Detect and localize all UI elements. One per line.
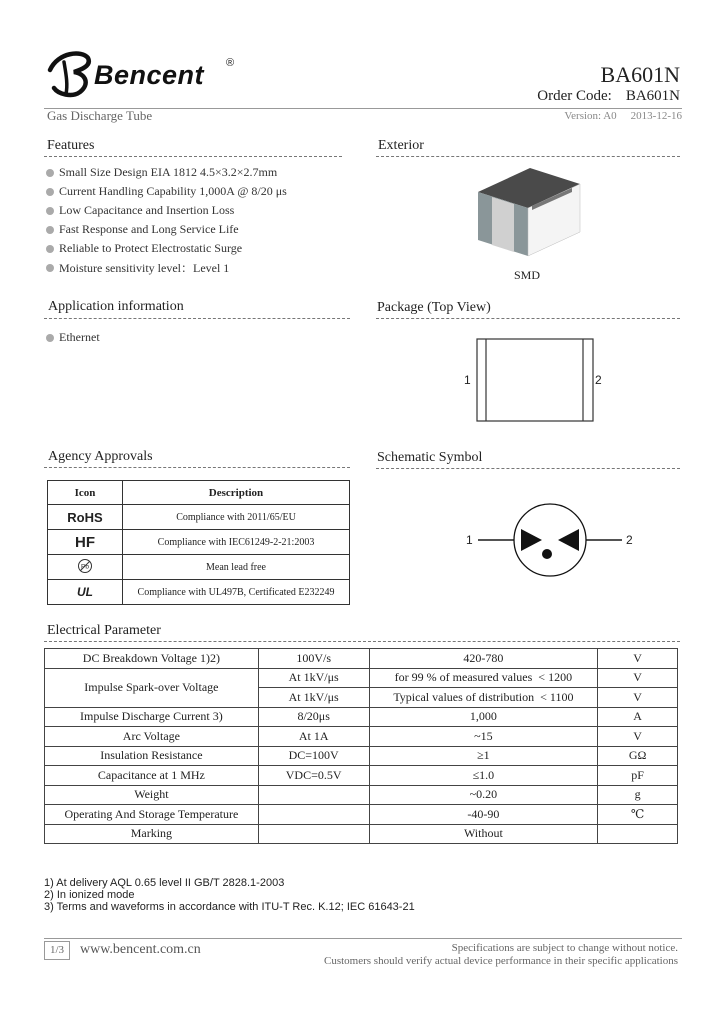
agency-rule bbox=[44, 467, 350, 468]
table-row bbox=[45, 766, 678, 786]
application-item: Ethernet bbox=[46, 328, 100, 347]
version-info bbox=[564, 110, 682, 122]
features-title: Features bbox=[47, 138, 95, 153]
feature-item: Low Capacitance and Insertion Loss bbox=[46, 201, 287, 220]
package-pin1-label: 1 bbox=[464, 373, 471, 387]
param-cell: Arc Voltage bbox=[45, 727, 259, 747]
table-row bbox=[45, 668, 678, 688]
table-row bbox=[45, 727, 678, 747]
param-cell: DC Breakdown Voltage 1)2) bbox=[45, 649, 259, 669]
value-cell: for 99 % of measured values < 1200 bbox=[369, 668, 598, 688]
halogen-free-icon: HF bbox=[48, 530, 123, 555]
condition-cell: DC=100V bbox=[258, 746, 369, 766]
page-number: 1/3 bbox=[44, 941, 70, 960]
package-top-view-diagram bbox=[476, 338, 594, 422]
table-row bbox=[48, 505, 350, 530]
footnote: 1) At delivery AQL 0.65 level II GB/T 2828.1-2003 bbox=[44, 877, 285, 889]
disclaimer-line: Customers should verify actual device performance in their specific applications bbox=[323, 955, 678, 967]
bullet-icon bbox=[46, 245, 54, 253]
features-list bbox=[46, 163, 287, 277]
schematic-rule bbox=[376, 468, 680, 469]
feature-item: Moisture sensitivity level：Level 1 bbox=[46, 258, 287, 277]
gas-discharge-tube-symbol bbox=[476, 502, 624, 578]
description-column-header: Description bbox=[123, 481, 350, 505]
table-cell: Mean lead free bbox=[123, 555, 350, 580]
feature-item: Current Handling Capability 1,000A @ 8/20 μs bbox=[46, 182, 287, 201]
feature-item: Small Size Design EIA 1812 4.5×3.2×2.7mm bbox=[46, 163, 287, 182]
schematic-pin1-label: 1 bbox=[466, 533, 473, 547]
icon-column-header: Icon bbox=[48, 481, 123, 505]
condition-cell: At 1A bbox=[258, 727, 369, 747]
param-cell: Weight bbox=[45, 785, 259, 805]
footnotes bbox=[44, 877, 415, 913]
bullet-icon bbox=[46, 334, 54, 342]
value-cell: ≥1 bbox=[369, 746, 598, 766]
unit-cell: pF bbox=[598, 766, 678, 786]
unit-cell: ℃ bbox=[598, 805, 678, 825]
unit-cell bbox=[598, 824, 678, 844]
model-number: BA601N bbox=[600, 62, 680, 87]
table-cell: Compliance with 2011/65/EU bbox=[123, 505, 350, 530]
disclaimer-line: Specifications are subject to change without notice. bbox=[451, 942, 678, 954]
value-cell: ~0.20 bbox=[369, 785, 598, 805]
unit-cell: V bbox=[598, 649, 678, 669]
agency-title: Agency Approvals bbox=[48, 449, 153, 464]
features-rule bbox=[44, 156, 342, 157]
bullet-icon bbox=[46, 264, 54, 272]
ul-listed-icon: UL bbox=[48, 580, 123, 605]
table-row bbox=[45, 746, 678, 766]
schematic-pin2-label: 2 bbox=[626, 533, 633, 547]
bullet-icon bbox=[46, 188, 54, 196]
agency-approvals-table bbox=[47, 480, 350, 605]
condition-cell bbox=[258, 785, 369, 805]
condition-cell: VDC=0.5V bbox=[258, 766, 369, 786]
package-title: Package (Top View) bbox=[377, 300, 491, 315]
footnote: 2) In ionized mode bbox=[44, 889, 135, 901]
application-rule bbox=[44, 318, 350, 319]
condition-cell: 100V/s bbox=[258, 649, 369, 669]
unit-cell: A bbox=[598, 707, 678, 727]
condition-cell bbox=[258, 805, 369, 825]
order-code bbox=[537, 88, 680, 105]
unit-cell: V bbox=[598, 668, 678, 688]
footer-divider bbox=[44, 938, 682, 939]
schematic-title: Schematic Symbol bbox=[377, 450, 483, 465]
bullet-icon bbox=[46, 226, 54, 234]
table-cell: Compliance with IEC61249-2-21:2003 bbox=[123, 530, 350, 555]
exterior-rule bbox=[376, 156, 680, 157]
value-cell: Typical values of distribution < 1100 bbox=[369, 688, 598, 708]
value-cell: ≤1.0 bbox=[369, 766, 598, 786]
bullet-icon bbox=[46, 207, 54, 215]
electrical-title: Electrical Parameter bbox=[47, 623, 161, 638]
unit-cell: V bbox=[598, 688, 678, 708]
rohs-icon: RoHS bbox=[48, 505, 123, 530]
value-cell: 420-780 bbox=[369, 649, 598, 669]
unit-cell: GΩ bbox=[598, 746, 678, 766]
unit-cell: V bbox=[598, 727, 678, 747]
exterior-caption: SMD bbox=[514, 268, 541, 282]
value-cell: Without bbox=[369, 824, 598, 844]
table-header-row bbox=[48, 481, 350, 505]
electrical-parameter-table bbox=[44, 648, 678, 844]
table-row bbox=[48, 530, 350, 555]
param-cell: Impulse Spark-over Voltage bbox=[45, 668, 259, 707]
application-title: Application information bbox=[48, 299, 184, 314]
table-cell: Compliance with UL497B, Certificated E232249 bbox=[123, 580, 350, 605]
table-row bbox=[45, 805, 678, 825]
order-code-label: Order Code: bbox=[537, 88, 612, 104]
value-cell: -40-90 bbox=[369, 805, 598, 825]
condition-cell: 8/20μs bbox=[258, 707, 369, 727]
feature-item: Reliable to Protect Electrostatic Surge bbox=[46, 239, 287, 258]
version-date: 2013-12-16 bbox=[630, 110, 682, 122]
value-cell: 1,000 bbox=[369, 707, 598, 727]
param-cell: Impulse Discharge Current 3) bbox=[45, 707, 259, 727]
product-type: Gas Discharge Tube bbox=[47, 108, 153, 123]
footnote: 3) Terms and waveforms in accordance with ITU-T Rec. K.12; IEC 61643-21 bbox=[44, 901, 415, 913]
condition-cell bbox=[258, 824, 369, 844]
brand-name: Bencent bbox=[94, 60, 205, 90]
param-cell: Capacitance at 1 MHz bbox=[45, 766, 259, 786]
table-row bbox=[48, 580, 350, 605]
param-cell: Marking bbox=[45, 824, 259, 844]
param-cell: Operating And Storage Temperature bbox=[45, 805, 259, 825]
feature-item: Fast Response and Long Service Life bbox=[46, 220, 287, 239]
table-row bbox=[45, 707, 678, 727]
electrical-rule bbox=[44, 641, 680, 642]
svg-text:Pb: Pb bbox=[81, 563, 89, 570]
condition-cell: At 1kV/μs bbox=[258, 668, 369, 688]
table-row bbox=[45, 785, 678, 805]
version-label: Version: A0 bbox=[564, 110, 617, 122]
smd-component-illustration bbox=[470, 162, 590, 262]
bullet-icon bbox=[46, 169, 54, 177]
order-code-value: BA601N bbox=[625, 88, 680, 104]
registered-mark: ® bbox=[226, 57, 235, 69]
package-rule bbox=[376, 318, 680, 319]
value-cell: ~15 bbox=[369, 727, 598, 747]
table-row bbox=[48, 555, 350, 580]
table-row bbox=[45, 649, 678, 669]
package-pin2-label: 2 bbox=[595, 373, 602, 387]
website-link[interactable]: www.bencent.com.cn bbox=[80, 942, 201, 957]
param-cell: Insulation Resistance bbox=[45, 746, 259, 766]
lead-free-icon bbox=[48, 555, 123, 580]
exterior-title: Exterior bbox=[378, 138, 424, 153]
table-row bbox=[45, 824, 678, 844]
condition-cell: At 1kV/μs bbox=[258, 688, 369, 708]
unit-cell: g bbox=[598, 785, 678, 805]
